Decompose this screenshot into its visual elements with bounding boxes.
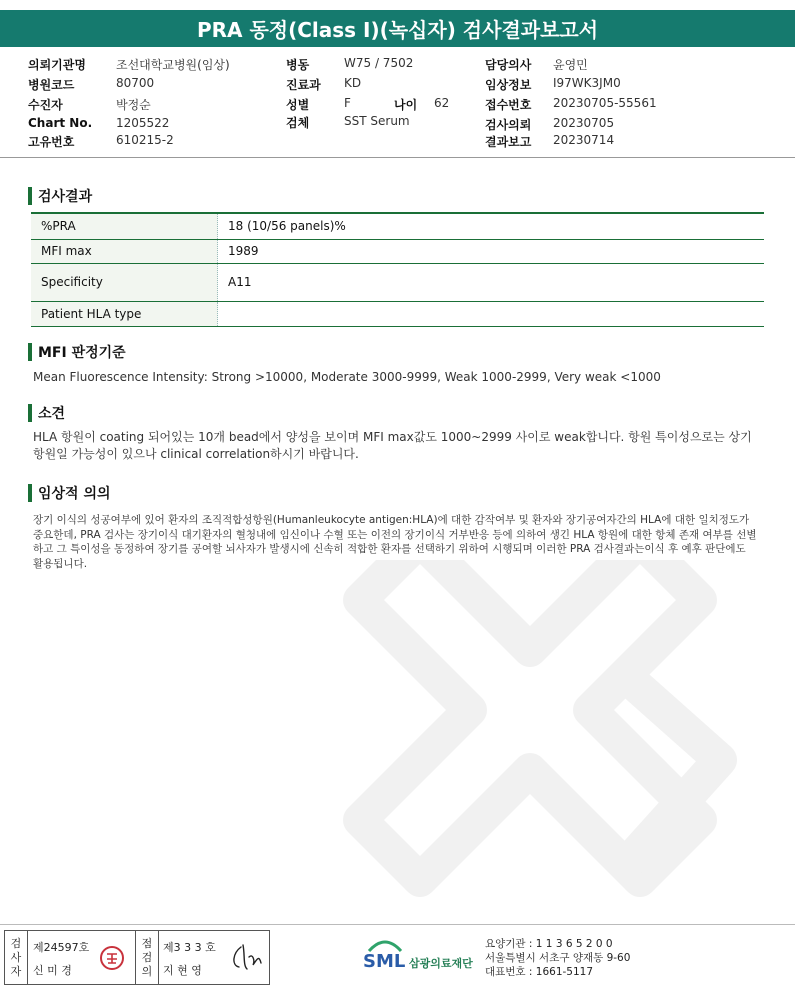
checker-label-cell (135, 931, 159, 984)
clinical-text: 장기 이식의 성공여부에 있어 환자의 조직적합성항원(Humanleukocyte antigen:HLA)에 대한 감작여부 및 환자와 장기공여자간의 HLA에 대한 일치정도가 중요한데, PRA 검사는 장기이식 대기환자의 혈청내에 임신이나 수혈 또는 이전의 장기이식 거부반응 등에 의하여 생긴 HLA 항원에 대한 항체 존재 여부를 선별하고 그 특이성을 동정하여 장기를 공여할 뇌사자가 발생시에 신속히 적합한 환자를 선택하기 위하여 시행되며 이러한 PRA 검사결과는이식 후 예후 판단에도 활용됩니다. (33, 514, 757, 570)
checker-name: 지 현 영 (163, 964, 202, 977)
checker-label-char: 검 (141, 951, 153, 964)
finding-section-title: 소견 (28, 403, 65, 423)
report-title: PRA 동정(Class I)(녹십자) 검사결과보고서 (196, 18, 599, 42)
checker-label-char: 의 (141, 965, 153, 978)
request-date-value: 20230705 (553, 116, 615, 130)
checker-signature (227, 941, 265, 975)
header-divider (0, 157, 795, 158)
clinical-section-title: 임상적 의의 (28, 483, 111, 503)
company-logo (363, 935, 505, 977)
unique-id-label: 고유번호 (28, 135, 75, 149)
section-marker (28, 343, 32, 361)
checker-license-no: 제3 3 3 호 (163, 941, 216, 954)
row-value (218, 301, 765, 326)
signature-box (4, 930, 270, 985)
sex-value: F (344, 96, 351, 110)
table-row (31, 301, 764, 326)
report-date-label: 결과보고 (485, 135, 532, 149)
chart-no-label: Chart No. (28, 116, 93, 130)
patient-label: 수진자 (28, 98, 63, 112)
report-date-value: 20230714 (553, 133, 615, 147)
row-key: Patient HLA type (31, 301, 218, 326)
tester-label-cell (5, 931, 28, 984)
row-key: %PRA (31, 213, 218, 239)
mfi-section-title: MFI 판정기준 (28, 342, 126, 362)
tester-name: 신 미 경 (33, 964, 72, 977)
age-label: 나이 (394, 98, 418, 112)
specimen-value: SST Serum (344, 114, 410, 128)
unique-id-value: 610215-2 (116, 133, 174, 147)
table-row (31, 213, 764, 239)
tester-label-char: 사 (10, 951, 22, 964)
institution-value: 조선대학교병원(임상) (116, 58, 230, 72)
phone-line: 대표번호 : 1661-5117 (485, 966, 594, 978)
mfi-criteria-text: Mean Fluorescence Intensity: Strong >10000, Moderate 3000-9999, Weak 1000-2999, Very weak <1000 (33, 370, 661, 384)
specimen-label: 검체 (286, 116, 310, 130)
department-label: 진료과 (286, 78, 321, 92)
row-value: 1989 (218, 239, 765, 263)
clinical-info-label: 임상정보 (485, 78, 532, 92)
row-key: Specificity (31, 263, 218, 301)
hospital-code-value: 80700 (116, 76, 155, 90)
request-date-label: 검사의뢰 (485, 118, 532, 132)
department-value: KD (344, 76, 362, 90)
row-value: A11 (218, 263, 765, 301)
section-marker (28, 187, 32, 205)
tester-label-char: 자 (10, 965, 22, 978)
company-name: 삼광의료재단 (409, 957, 473, 970)
section-marker (28, 404, 32, 422)
table-row (31, 239, 764, 263)
receipt-no-label: 접수번호 (485, 98, 532, 112)
logo-text: SML (363, 951, 406, 972)
section-marker (28, 484, 32, 502)
doctor-value: 윤영민 (553, 58, 588, 72)
tester-license-no: 제24597호 (33, 941, 90, 954)
contact-info (485, 937, 630, 979)
age-value: 62 (434, 96, 450, 110)
patient-info-block (0, 0, 795, 160)
sex-label: 성별 (286, 98, 310, 112)
tester-seal-stamp (99, 945, 125, 971)
table-row (31, 263, 764, 301)
chart-no-value: 1205522 (116, 116, 170, 130)
ward-value: W75 / 7502 (344, 56, 414, 70)
clinical-info-value: I97WK3JM0 (553, 76, 621, 90)
hospital-code-label: 병원코드 (28, 78, 75, 92)
doctor-label: 담당의사 (485, 58, 532, 72)
institution-label: 의뢰기관명 (28, 58, 86, 72)
finding-text: HLA 항원이 coating 되어있는 10개 bead에서 양성을 보이며 MFI max값도 1000~2999 사이로 weak합니다. 항원 특이성으로는 상기 항원일 가능성이 있으나 clinical correlation하시기 바랍니다. (33, 430, 752, 461)
receipt-no-value: 20230705-55561 (553, 96, 657, 110)
row-value: 18 (10/56 panels)% (218, 213, 765, 239)
footer-divider (0, 924, 795, 925)
results-section-title: 검사결과 (28, 186, 92, 206)
ward-label: 병동 (286, 58, 310, 72)
patient-value: 박정순 (116, 98, 151, 112)
address-line: 서울특별시 서초구 양재동 9-60 (485, 952, 631, 964)
row-key: MFI max (31, 239, 218, 263)
tester-label-char: 검 (10, 937, 22, 950)
results-table (31, 212, 764, 327)
checker-label-char: 점 (141, 937, 153, 950)
institution-code-line: 요양기관 : 1 1 3 6 5 2 0 0 (485, 938, 613, 950)
watermark-cross-graphic (300, 560, 795, 940)
